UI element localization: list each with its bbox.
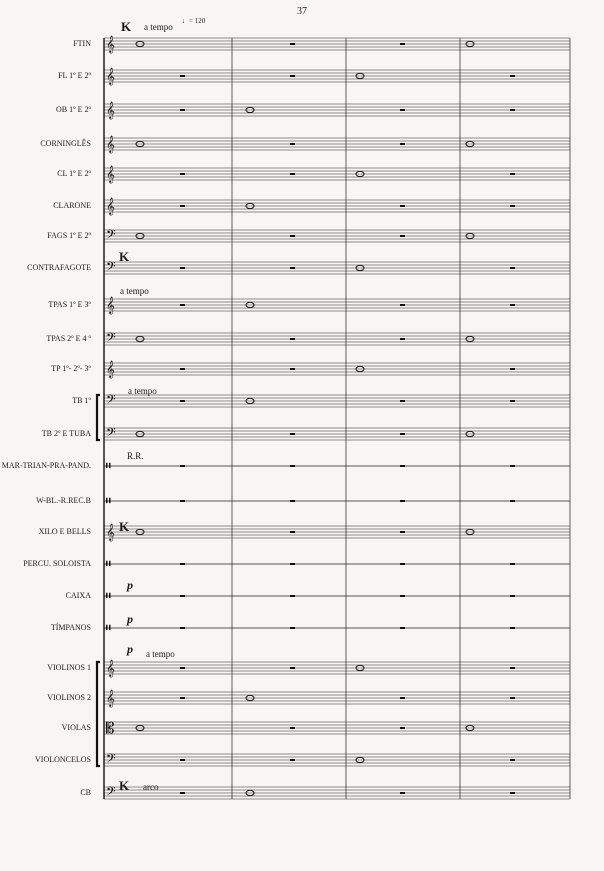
a-tempo-top: a tempo (144, 22, 173, 32)
instrument-label: TB 1º (72, 396, 91, 405)
rest-mark (400, 792, 405, 794)
staff-21 (104, 719, 570, 737)
instrument-label: TPAS 1º E 3º (48, 300, 91, 309)
instrument-label: CORNINGLÊS (40, 139, 91, 148)
group-bracket (97, 395, 100, 440)
instrument-label: MAR-TRIAN-PRA-PAND. (1, 461, 91, 470)
rest-mark (400, 235, 405, 237)
staff-5 (104, 197, 570, 215)
staff-3 (104, 135, 570, 153)
clef-icon: 𝄞 (106, 165, 115, 183)
rest-mark (400, 109, 405, 111)
instrument-label: TP 1º- 2º- 3º (51, 364, 91, 373)
rest-mark (400, 595, 405, 597)
rest-mark (400, 531, 405, 533)
clef-icon: 𝄢 (106, 227, 116, 245)
rest-mark (180, 792, 185, 794)
rest-mark (510, 75, 515, 77)
clef-icon: 𝄞 (106, 67, 115, 85)
dynamic-piano-caixa: p (127, 612, 133, 626)
rest-mark (290, 338, 295, 340)
clef-icon: 𝄢 (106, 425, 116, 443)
rest-mark (290, 627, 295, 629)
rest-mark (510, 109, 515, 111)
group-bracket (97, 662, 100, 766)
instrument-label: CLARONE (53, 201, 91, 210)
staff-13 (104, 457, 570, 475)
rest-mark (290, 235, 295, 237)
rest-mark (290, 143, 295, 145)
rest-mark (510, 205, 515, 207)
instrument-label: TÍMPANOS (50, 623, 91, 632)
staff-2 (104, 101, 570, 119)
instrument-label: CL 1º E 2º (57, 169, 91, 178)
instrument-label: W-BL.-R.REC.B (36, 496, 91, 505)
rest-mark (400, 627, 405, 629)
rr-marking: R.R. (127, 451, 144, 461)
rest-mark (180, 267, 185, 269)
rest-mark (400, 143, 405, 145)
instrument-label: FL 1º E 2º (58, 71, 91, 80)
instrument-label: VIOLAS (61, 723, 91, 732)
clef-icon: 𝄢 (106, 392, 116, 410)
instrument-label: CONTRAFAGOTE (27, 263, 91, 272)
rest-mark (400, 465, 405, 467)
a-tempo-brass: a tempo (120, 286, 149, 296)
rest-mark (290, 75, 295, 77)
staff-0 (104, 35, 570, 53)
rest-mark (180, 400, 185, 402)
page-number: 37 (297, 6, 307, 17)
rest-mark (290, 531, 295, 533)
staff-7 (104, 259, 570, 277)
rest-mark (180, 109, 185, 111)
clef-icon: 𝄢 (106, 259, 116, 277)
rest-mark (400, 697, 405, 699)
rest-mark (180, 304, 185, 306)
rest-mark (180, 173, 185, 175)
instrument-label: PERCU. SOLOISTA (23, 559, 91, 568)
rest-mark (180, 697, 185, 699)
rest-mark (180, 75, 185, 77)
rest-mark (290, 563, 295, 565)
staff-17 (104, 587, 570, 605)
rest-mark (510, 792, 515, 794)
rest-mark (510, 759, 515, 761)
clef-icon: 𝄞 (106, 360, 115, 378)
staff-9 (104, 330, 570, 348)
a-tempo-strings: a tempo (146, 649, 175, 659)
dynamic-piano-timpani: p (127, 642, 133, 656)
dynamic-piano-percussion: p (127, 578, 133, 592)
instrument-label: VIOLONCELOS (35, 755, 91, 764)
clef-icon: 𝄞 (106, 101, 115, 119)
rest-mark (290, 667, 295, 669)
clef-icon: 𝄞 (106, 35, 115, 53)
instrument-label: OB 1º E 2º (56, 105, 91, 114)
clef-icon: 𝄥 (106, 587, 111, 605)
staff-15 (104, 523, 570, 541)
clef-icon: 𝄢 (106, 751, 116, 769)
instrument-label: FTIN (73, 39, 91, 48)
rest-mark (400, 400, 405, 402)
rest-mark (180, 465, 185, 467)
rest-mark (290, 727, 295, 729)
clef-icon: 𝄞 (106, 296, 115, 314)
clef-icon: 𝄞 (106, 523, 115, 541)
rest-mark (290, 267, 295, 269)
clef-icon: 𝄞 (106, 197, 115, 215)
rest-mark (180, 627, 185, 629)
rest-mark (510, 667, 515, 669)
rest-mark (290, 759, 295, 761)
rest-mark (510, 563, 515, 565)
rest-mark (400, 500, 405, 502)
rest-mark (400, 304, 405, 306)
rest-mark (510, 500, 515, 502)
instrument-label: TB 2º E TUBA (41, 429, 91, 438)
clef-icon: 𝄢 (106, 784, 116, 802)
rest-mark (400, 43, 405, 45)
staff-19 (104, 659, 570, 677)
instrument-label: CAIXA (65, 591, 91, 600)
rest-mark (290, 368, 295, 370)
staff-11 (104, 392, 570, 410)
rest-mark (290, 433, 295, 435)
rest-mark (290, 173, 295, 175)
staff-6 (104, 227, 570, 245)
staff-20 (104, 689, 570, 707)
rest-mark (400, 205, 405, 207)
staff-1 (104, 67, 570, 85)
staff-18 (104, 619, 570, 637)
instrument-label: XILO E BELLS (38, 527, 91, 536)
rest-mark (180, 595, 185, 597)
staff-23 (104, 784, 570, 802)
rest-mark (180, 667, 185, 669)
rest-mark (510, 400, 515, 402)
rest-mark (180, 205, 185, 207)
rest-mark (510, 465, 515, 467)
clef-icon: 𝄥 (106, 555, 111, 573)
rehearsal-mark-bass: K (119, 778, 130, 793)
rest-mark (290, 43, 295, 45)
instrument-label: VIOLINOS 2 (47, 693, 91, 702)
clef-icon: 𝄞 (106, 689, 115, 707)
rehearsal-mark-top: K (121, 19, 132, 34)
rest-mark (510, 173, 515, 175)
clef-icon: 𝄡 (106, 719, 115, 737)
rest-mark (180, 500, 185, 502)
instrument-label: CB (80, 788, 91, 797)
instrument-label: TPAS 2º E 4 º (46, 334, 91, 343)
rest-mark (510, 368, 515, 370)
tempo-marking: ♩= 120 (182, 17, 206, 25)
clef-icon: 𝄞 (106, 659, 115, 677)
rest-mark (290, 465, 295, 467)
staff-14 (104, 492, 570, 510)
rehearsal-mark-percussion: K (119, 519, 130, 534)
rest-mark (510, 267, 515, 269)
staff-16 (104, 555, 570, 573)
rest-mark (510, 697, 515, 699)
rest-mark (290, 595, 295, 597)
instrument-label: FAGS 1º E 2º (47, 231, 91, 240)
rest-mark (290, 500, 295, 502)
clef-icon: 𝄢 (106, 330, 116, 348)
clef-icon: 𝄥 (106, 619, 111, 637)
rest-mark (400, 727, 405, 729)
arco-marking: arco (143, 782, 159, 792)
rest-mark (180, 759, 185, 761)
rest-mark (400, 563, 405, 565)
rest-mark (180, 563, 185, 565)
clef-icon: 𝄥 (106, 492, 111, 510)
staff-10 (104, 360, 570, 378)
rest-mark (510, 627, 515, 629)
staff-22 (104, 751, 570, 769)
rest-mark (510, 304, 515, 306)
a-tempo-trombone: a tempo (128, 386, 157, 396)
clef-icon: 𝄥 (106, 457, 111, 475)
rest-mark (180, 368, 185, 370)
instrument-label: VIOLINOS 1 (47, 663, 91, 672)
rest-mark (400, 433, 405, 435)
staff-4 (104, 165, 570, 183)
rest-mark (510, 595, 515, 597)
clef-icon: 𝄞 (106, 135, 115, 153)
rest-mark (400, 338, 405, 340)
staff-8 (104, 296, 570, 314)
staff-12 (104, 425, 570, 443)
rehearsal-mark-brass: K (119, 249, 130, 264)
